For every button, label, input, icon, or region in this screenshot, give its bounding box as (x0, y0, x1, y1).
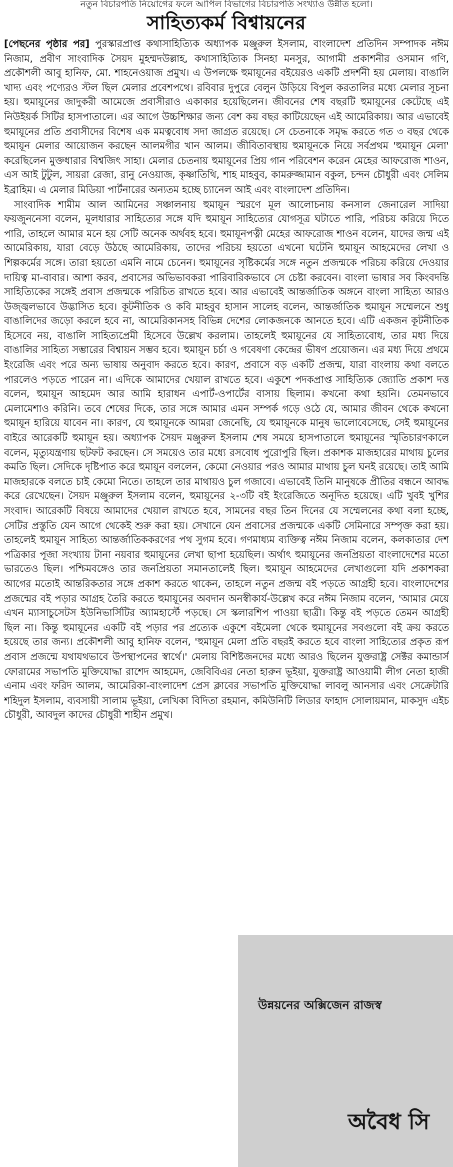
ad-headline: অবৈধ সি (348, 1110, 430, 1135)
ad-tagline: উন্নয়নের অক্সিজেন রাজস্ব (258, 998, 382, 1012)
paragraph-text: পুরস্কারপ্রাপ্ত কথাসাহিত্যিক অধ্যাপক মঞ্জুরুল ইসলাম, বাংলাদেশ প্রতিদিন সম্পাদক নঈম নিজাম, প্রবীণ সাংবাদিক সৈয়দ মুহম্মদউল্লাহ, কথাসাহিত্যিক সিনহা মনসুর, আগামী প্রকাশনীর ওসমান গণি, প্রকৌশলী আবু হানিফ, মো. শাহনেওয়াজ প্রমুখ। এ উপলক্ষে হুমায়ূনের বইয়েরও একটি প্রদর্শনী হয় মেলায়। বাঙালি খাদ্য এবং পণ্যেরও স্টল ছিল মেলার প্রবেশপথে। রবিবার দুপুরে বেলুন উড়িয়ে বিপুল করতালির মধ্যে মেলার সূচনা হয়। হুমায়ূনের জাদুকরী আমেজে প্রবাসীরাও একাকার হয়েছিলেন। জীবনের শেষ বছরটি হুমায়ূনের কেটেছে এই নিউইয়র্ক সিটির হাসপাতালে। এর আগে উচ্চশিক্ষার জন্য বেশ কয় বছর কাটিয়েছেন এই আমেরিকায়। আর এভাবেই হুমায়ূনের প্রতি প্রবাসীদের বিশেষ এক মমত্ববোধ সদা জাগ্রত রয়েছে। সে চেতনাকে সমৃদ্ধ করতে গত ৩ বছর থেকে হুমায়ূন মেলার আয়োজন করছেন আলমগীর খান আলম। জীবিতাবস্থায় হুমায়ূনকে নিয়ে সর্বপ্রথম 'হুমায়ূন মেলা' করেছিলেন মুক্তধারার বিশ্বজিৎ সাহা। মেলার চেতনায় হুমায়ূনের প্রিয় গান পরিবেশন করেন মেহের আফরোজ শাওন, এস আই টুটুল, সায়রা রেজা, রানু নেওয়াজ, কৃষ্ণাতিথি, শাহ মাহবুব, কামরুজ্জামান বকুল, চন্দন চৌধুরী এবং সেলিম ইব্রাহিম। এ মেলার মিডিয়া পার্টনারের অন্যতম হচ্ছে চ্যানেল আই এবং বাংলাদেশ প্রতিদিন। (4, 39, 449, 196)
advertisement-box[interactable] (238, 935, 453, 1167)
article-paragraph (4, 38, 449, 199)
article-paragraph: সাংবাদিক শামীম আল আমিনের সঞ্চালনায় হুমায়ূন স্মরণে মূল আলোচনায় কনসাল জেনারেল সাদিয়া ফয়জুননেসা বলেন, মূলধারার সাহিত্যের সঙ্গে যদি হুমায়ূন সাহিত্যের যোগসূত্র ঘটাতে পারি, পরিচয় করিয়ে দিতে পারি, তাহলে আমার মনে হয় সেটি অনেক অর্থবহ হবে। হুমায়ূনপত্নী মেহের আফরোজ শাওন বলেন, যাদের জন্ম এই আমেরিকায়, যারা বেড়ে উঠছে আমেরিকায়, তাদের পরিচয় হয়তো এখনো ঘটেনি হুমায়ূন আহমেদের লেখা ও শিল্পকর্মের সঙ্গে। তারা হয়তো এমনি নামে চেনেন। হুমায়ূনের সৃষ্টিকর্মের সঙ্গে নতুন প্রজন্মকে পরিচয় করিয়ে দেওয়ার দায়িত্ব মা-বাবার। আশা করব, প্রবাসের অভিভাবকরা পারিবারিকভাবে সে চেষ্টা করবেন। বাংলা ভাষার সব কিংবদন্তি সাহিত্যিকের সঙ্গেই প্রবাস প্রজন্মকে পরিচিত রাখতে হবে। আর এভাবেই আন্তর্জাতিক অঙ্গনে বাংলা সাহিত্য আরও উজ্জ্বলভাবে উদ্ভাসিত হবে। কূটনীতিক ও কবি মাহবুব হাসান সালেহ বলেন, আন্তর্জাতিক হুমায়ূন সম্মেলনে শুধু বাঙালিদের জড়ো করলে হবে না, আমেরিকানসহ বিভিন্ন দেশের লোকজনকে আনতে হবে। এটি একজন কূটনীতিক হিসেবে নয়, বাঙালি সাহিত্যপ্রেমী হিসেবে উল্লেখ করলাম। তাহলেই হুমায়ূনের যে সাহিত্যবোধ, তার মধ্য দিয়ে বাঙালির সাহিত্য সম্ভারের বিশ্বায়ন সম্ভব হবে। হুমায়ূন চর্চা ও গবেষণা কেন্দ্রের ভীষণ প্রয়োজন। এর মধ্য দিয়ে প্রথমে ইংরেজি এবং পরে অন্য ভাষায় অনুবাদ করতে হবে। কারণ, প্রবাসে বড় একটি প্রজন্ম, যারা বাংলায় কথা বলতে পারলেও পড়তে পারেন না। এদিকে আমাদের খেয়াল রাখতে হবে। একুশে পদকপ্রাপ্ত সাহিত্যিক জ্যোতি প্রকাশ দত্ত বলেন, হুমায়ূন আহমেদ আর আমি হারাধন এপার্ট-ওপার্টের বাসায় ছিলাম। কখনো কথা হয়নি। তেমনভাবে মেলামেশাও করিনি। তবে শেষের দিকে, তার সঙ্গে আমার এমন সম্পর্ক গড়ে ওঠে যে, আমার জীবন থেকে কখনো হুমায়ূন হারিয়ে যাবেন না। কারণ, যে হুমায়ূনকে আমরা জেনেছি, যে হুমায়ূনকে মানুষ ভালোবেসেছে, সেই হুমায়ূনের বাইরে আরেকটি হুমায়ূন হয়। অধ্যাপক সৈয়দ মঞ্জুরুল ইসলাম শেষ সময়ে হাসপাতালে হুমায়ূনের স্মৃতিচারণকালে বলেন, মৃত্যুযন্ত্রণায় ছটফট করছেন। সে সময়েও তার মধ্যে রসবোধ পুরোপুরি ছিল। প্রকাশক মাজহারের মাথায় চুলের কমতি ছিল। সেদিকে দৃষ্টিপাত করে হুমায়ূন বললেন, কেমো নেওয়ার পরও আমার মাথায় চুল ঘনই রয়েছে। তাই আমি মাজহারকে বলতে চাই কেমো নিতে। তাহলে তার মাথায়ও চুল গজাবে। এভাবেই তিনি মানুষকে প্রীতির বন্ধনে আবদ্ধ করে রেখেছেন। সৈয়দ মঞ্জুরুল ইসলাম বলেন, হুমায়ূনের ২-৩টি বই ইংরেজিতে অনূদিত হয়েছে। এটি খুবই খুশির সংবাদ। আরেকটি বিষয়ে আমাদের খেয়াল রাখতে হবে, সামনের বছর তিন দিনের যে সম্মেলনের কথা বলা হচ্ছে, সেটির প্রস্তুতি যেন আগে থেকেই শুরু করা হয়। সেখানে যেন প্রবাসের প্রজন্মকে একটি সেমিনারে সম্পৃক্ত করা হয়। তাহলেই হুমায়ূন সাহিত্য আন্তর্জাতিককরণের পথ সুগম হবে। গণমাধ্যম ব্যক্তিত্ব নঈম নিজাম বলেন, কলকাতার দেশ পত্রিকার পূজা সংখ্যায় টানা নয়বার হুমায়ূনের লেখা ছাপা হয়েছিল। অর্থাৎ হুমায়ূনের জনপ্রিয়তা বাংলাদেশের মতো ভারতেও ছিল। পশ্চিমবঙ্গেও তার জনপ্রিয়তা সমানতালেই ছিল। হুমায়ূন আহমেদের লেখাগুলো যদি প্রকাশকরা আগের মতোই আন্তরিকতার সঙ্গে প্রকাশ করতে থাকেন, তাহলে নতুন প্রজন্ম বই পড়তে আগ্রহী হবে। বাংলাদেশের প্রজন্মের বই পড়ার আগ্রহ তৈরি করতে হুমায়ূনের অবদান অনস্বীকার্য-উল্লেখ করে নঈম নিজাম বলেন, 'আমার মেয়ে এখন ম্যাসাচুসেটস ইউনিভার্সিটির অ্যামহার্স্টে পড়ছে। সে স্কলারশিপ পাওয়া ছাত্রী। কিন্তু বই পড়তে তেমন আগ্রহী ছিল না। কিন্তু হুমায়ূনের একটি বই পড়ার পর প্রত্যেক একুশে বইমেলা থেকে হুমায়ূনের সবগুলো বই ক্রয় করতে হয়েছে তার জন্য। প্রকৌশলী আবু হানিফ বলেন, 'হুমায়ূন মেলা প্রতি বছরই করতে হবে বাংলা সাহিত্যের প্রকৃত রূপ প্রবাস প্রজন্মে যথাযথভাবে উপস্থাপনের স্বার্থে।' মেলায় বিশিষ্টজনদের মধ্যে আরও ছিলেন যুক্তরাষ্ট্র সেক্টর কমান্ডার্স ফোরামের সভাপতি মুক্তিযোদ্ধা রাশেদ আহমেদ, জেবিবিএর নেতা হারুন ভূইয়া, যুক্তরাষ্ট্র আওয়ামী লীগ নেতা হাজী এনাম এবং ফরিদ আলম, আমেরিকা-বাংলাদেশ প্রেস ক্লাবের সভাপতি মুক্তিযোদ্ধা লাবলু আনসার এবং সেক্রেটারি শহিদুল ইসলাম, ব্যবসায়ী সালাম ভূইয়া, লেখিকা বিদিতা রহমান, কমিউনিটি লিডার ফাহাদ সোলায়মান, মাকসুদ এইচ চৌধুরী, আবদুল কাদের চৌধুরী শাহীন প্রমুখ। (4, 199, 449, 722)
previous-article-fragment: নতুন বিচারপতি নিয়োগের ফলে আপিল বিভাগের বিচারপতি সংখ্যাও উন্নীত হলো। (80, 0, 373, 10)
article-headline: সাহিত্যকর্ম বিশ্বায়নের (147, 12, 306, 34)
continuation-label: [পেছনের পৃষ্ঠার পর] (4, 39, 90, 50)
